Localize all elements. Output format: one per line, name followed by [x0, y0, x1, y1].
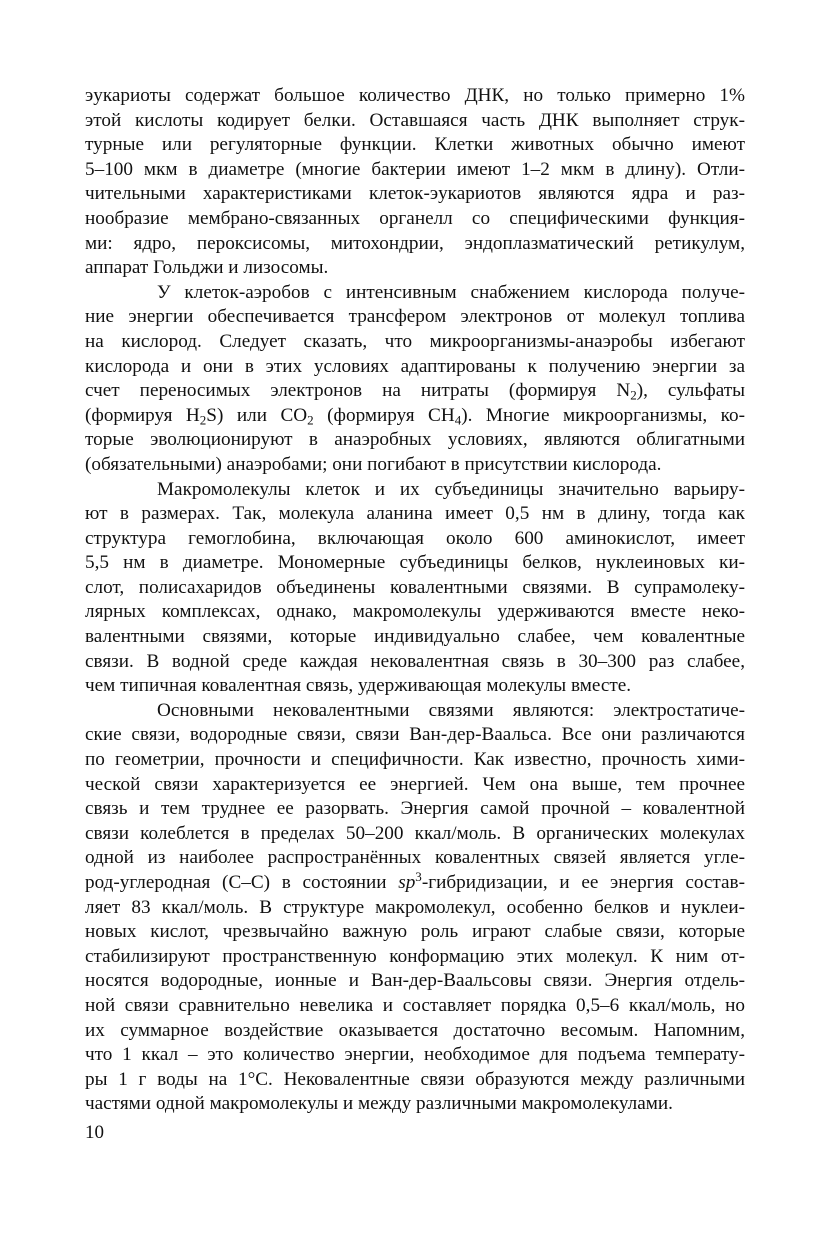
text-line: связи колеблется в пределах 50–200 ккал/моль. В органических молекулах: [85, 822, 745, 844]
text-line: ры 1 г воды на 1°С. Нековалентные связи образуются между различными: [85, 1068, 745, 1090]
paragraph: [85, 281, 745, 478]
text-line: (формируя $H_2S$) или $CO_2$ (формируя $CH_4$). Многие микроорганизмы, ко-: [85, 404, 745, 428]
text-line: чительными характеристиками клеток-эукариотов являются ядра и раз-: [85, 183, 745, 205]
text-line: чем типичная ковалентная связь, удерживающая молекулы вместе.: [85, 675, 632, 697]
text-line: (обязательными) анаэробами; они погибают в присутствии кислорода.: [85, 453, 662, 475]
text-line: турные или регуляторные функции. Клетки животных обычно имеют: [85, 134, 745, 156]
text-line: 5,5 нм в диаметре. Мономерные субъединицы белков, нуклеиновых ки-: [85, 552, 745, 574]
text-line: этой кислоты кодирует белки. Оставшаяся часть ДНК выполняет струк-: [85, 109, 745, 131]
page-number: 10: [85, 1122, 104, 1143]
text-line: ной связи сравнительно невелика и составляет порядка 0,5–6 ккал/моль, но: [85, 994, 745, 1016]
text-line: нообразие мембрано-связанных органелл со специфическими функция-: [85, 207, 745, 229]
page-body: [85, 84, 745, 1117]
text-line: У клеток-аэробов с интенсивным снабжением кислорода получе-: [157, 281, 745, 303]
text-line: ческой связи характеризуется ее энергией. Чем она выше, тем прочнее: [85, 773, 745, 795]
paragraph: [85, 699, 745, 1117]
text-line: структура гемоглобина, включающая около 600 аминокислот, имеет: [85, 527, 745, 549]
text-line: кислорода и они в этих условиях адаптированы к получению энергии за: [85, 355, 745, 377]
text-line: ляет 83 ккал/моль. В структуре макромолекул, особенно белков и нуклеи-: [85, 896, 745, 918]
text-line: счет переносимых электронов на нитраты (формируя $N_2$), сульфаты: [85, 380, 745, 403]
text-line: что 1 ккал – это количество энергии, необходимое для подъема температу-: [85, 1044, 745, 1066]
text-line: ские связи, водородные связи, связи Ван-дер-Ваальса. Все они различаются: [85, 724, 745, 746]
text-line: аппарат Гольджи и лизосомы.: [85, 257, 329, 279]
text-line: частями одной макромолекулы и между различными макромолекулами.: [85, 1093, 673, 1115]
text-line: новых кислот, чрезвычайно важную роль играют слабые связи, которые: [85, 921, 745, 943]
text-line: одной из наиболее распространённых ковалентных связей является угле-: [85, 847, 745, 869]
text-line: род-углеродная (С–С) в состоянии $sp^3$-гибридизации, и ее энергия состав-: [85, 868, 746, 893]
text-line: Основными нековалентными связями являются: электростатиче-: [157, 699, 745, 721]
text-line: носятся водородные, ионные и Ван-дер-Ваальсовы связи. Энергия отдель-: [85, 970, 745, 992]
text-line: связь и тем труднее ее разорвать. Энергия самой прочной – ковалентной: [85, 798, 745, 820]
text-line: торые эволюционируют в анаэробных условиях, являются облигатными: [85, 429, 745, 451]
text-line: Макромолекулы клеток и их субъединицы значительно варьиру-: [157, 478, 745, 500]
text-column: [85, 84, 745, 1117]
paragraph: [85, 84, 745, 281]
text-line: ют в размерах. Так, молекула аланина имеет 0,5 нм в длину, тогда как: [85, 503, 745, 525]
text-line: на кислород. Следует сказать, что микроорганизмы-анаэробы избегают: [85, 330, 745, 352]
text-line: ние энергии обеспечивается трансфером электронов от молекул топлива: [85, 306, 745, 328]
text-line: лярных комплексах, однако, макромолекулы удерживаются вместе неко-: [85, 601, 745, 623]
text-line: связи. В водной среде каждая нековалентная связь в 30–300 раз слабее,: [85, 650, 745, 672]
text-line: 5–100 мкм в диаметре (многие бактерии имеют 1–2 мкм в длину). Отли-: [85, 158, 745, 180]
text-line: слот, полисахаридов объединены ковалентными связями. В супрамолеку-: [85, 576, 745, 598]
text-line: их суммарное воздействие оказывается достаточно весомым. Напомним,: [85, 1019, 745, 1041]
text-line: валентными связями, которые индивидуально слабее, чем ковалентные: [85, 626, 745, 648]
text-line: ми: ядро, пероксисомы, митохондрии, эндоплазматический ретикулум,: [85, 232, 745, 254]
text-line: эукариоты содержат большое количество ДНК, но только примерно 1%: [85, 85, 745, 106]
paragraph: [85, 478, 745, 699]
text-line: стабилизируют пространственную конформацию этих молекул. К ним от-: [85, 945, 745, 967]
text-line: по геометрии, прочности и специфичности. Как известно, прочность хими-: [85, 749, 745, 771]
